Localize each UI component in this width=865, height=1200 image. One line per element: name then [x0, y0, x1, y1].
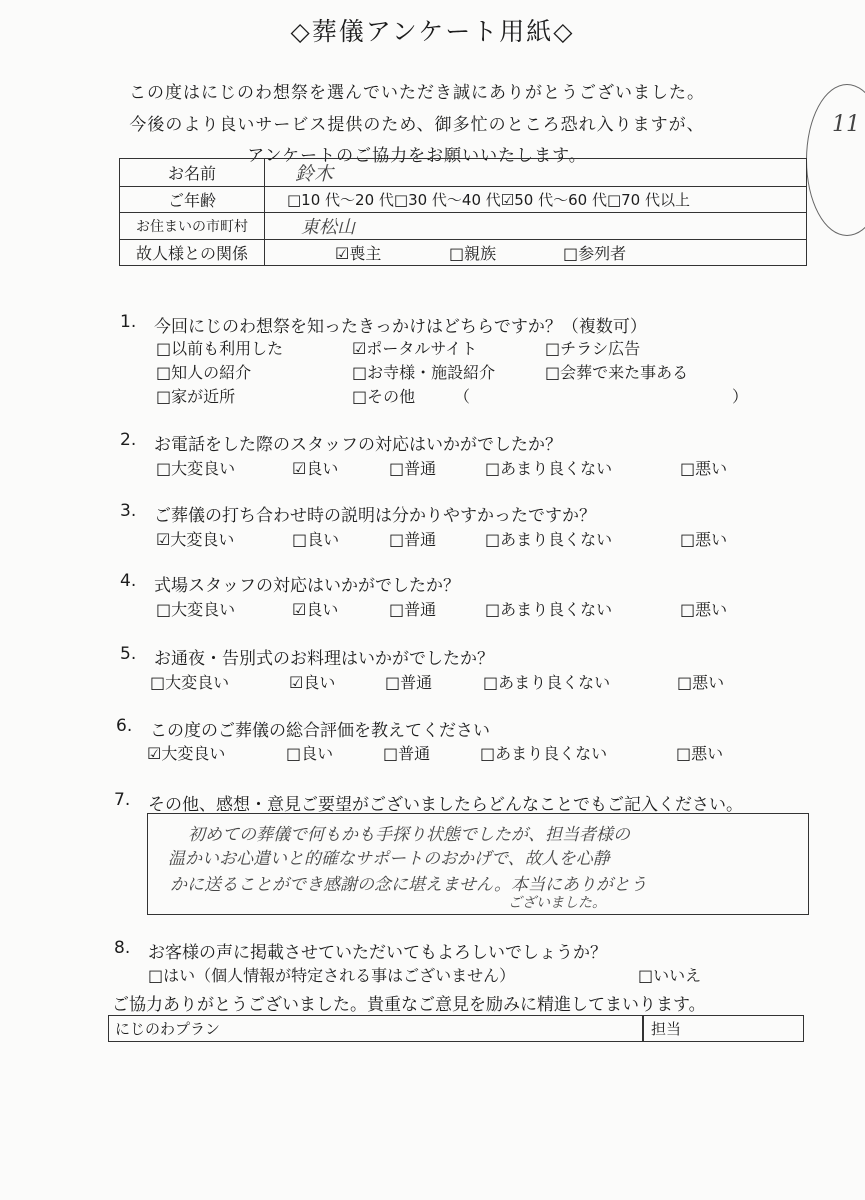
comment-line-2: 温かいお心遣いと的確なサポートのおかげで、故人を心静: [168, 849, 610, 869]
intro-line-1: この度はにじのわ想祭を選んでいただき誠にありがとうございました。: [129, 83, 705, 103]
q3-option-average[interactable]: □普通: [389, 530, 437, 549]
address-field[interactable]: [265, 213, 807, 240]
q4-option-very-good[interactable]: □大変良い: [156, 600, 236, 619]
q1-option-portal-site[interactable]: ☑ポータルサイト: [352, 339, 478, 358]
q4-number: 4.: [120, 571, 137, 591]
q5-text: お通夜・告別式のお料理はいかがでしたか？: [154, 649, 494, 669]
q3-number: 3.: [120, 501, 137, 521]
relation-label: 故人様との関係: [120, 240, 265, 266]
q2-option-bad[interactable]: □悪い: [680, 459, 728, 478]
comment-line-1: 初めての葬儀で何もかも手探り状態でしたが、担当者様の: [188, 825, 630, 845]
q1-other-open-paren: （: [454, 387, 471, 406]
age-option-70-plus[interactable]: □70 代以上: [606, 191, 690, 209]
q1-number: 1.: [120, 312, 137, 332]
name-row: [120, 159, 807, 187]
q5-option-bad[interactable]: □悪い: [677, 673, 725, 692]
age-row: [120, 187, 807, 213]
corner-mark-text: 11: [832, 112, 860, 137]
age-label: ご年齢: [120, 187, 265, 213]
q8-text: お客様の声に掲載させていただいてもよろしいでしょうか？: [148, 943, 607, 963]
q1-option-other[interactable]: □その他: [352, 387, 416, 406]
name-value: 鈴木: [295, 163, 334, 185]
q2-number: 2.: [120, 430, 137, 450]
q4-option-good[interactable]: ☑良い: [292, 600, 339, 619]
q2-option-average[interactable]: □普通: [389, 459, 437, 478]
q6-option-bad[interactable]: □悪い: [676, 744, 724, 763]
q5-number: 5.: [120, 644, 137, 664]
footer-box: [108, 1015, 804, 1042]
q3-option-bad[interactable]: □悪い: [680, 530, 728, 549]
q8-number: 8.: [114, 938, 131, 958]
name-field[interactable]: [265, 159, 807, 187]
address-label: お住まいの市町村: [120, 213, 265, 240]
footer-divider: [642, 1016, 644, 1041]
age-option-10-20[interactable]: □10 代～20 代: [287, 191, 394, 209]
q6-option-good[interactable]: □良い: [286, 744, 334, 763]
q4-option-average[interactable]: □普通: [389, 600, 437, 619]
q2-text: お電話をした際のスタッフの対応はいかがでしたか？: [154, 435, 562, 455]
relation-options: [265, 240, 807, 266]
age-option-50-60[interactable]: ☑50 代～60 代: [500, 191, 607, 209]
q5-option-good[interactable]: ☑良い: [289, 673, 336, 692]
age-options: [265, 187, 807, 213]
q2-option-very-good[interactable]: □大変良い: [156, 459, 236, 478]
q1-option-flyer[interactable]: □チラシ広告: [545, 339, 641, 358]
comment-line-4: ございました。: [508, 895, 606, 911]
address-value: 東松山: [301, 217, 355, 238]
q1-other-close-paren: ）: [732, 387, 749, 406]
respondent-info-table: [119, 158, 807, 266]
relation-option-attendee[interactable]: □参列者: [563, 244, 627, 263]
q6-option-average[interactable]: □普通: [383, 744, 431, 763]
comment-line-3: かに送ることができ感謝の念に堪えません。本当にありがとう: [170, 875, 648, 895]
q3-option-not-good[interactable]: □あまり良くない: [485, 530, 613, 549]
q1-option-attended-before[interactable]: □会葬で来た事ある: [545, 363, 689, 382]
q4-text: 式場スタッフの対応はいかがでしたか？: [154, 576, 460, 596]
relation-option-chief-mourner[interactable]: ☑喪主: [335, 244, 382, 263]
q5-option-very-good[interactable]: □大変良い: [150, 673, 230, 692]
q5-option-average[interactable]: □普通: [385, 673, 433, 692]
q6-text: この度のご葬儀の総合評価を教えてください: [150, 721, 490, 741]
q1-option-acquaintance[interactable]: □知人の紹介: [156, 363, 252, 382]
q1-option-temple-referral[interactable]: □お寺様・施設紹介: [352, 363, 496, 382]
q3-text: ご葬儀の打ち合わせ時の説明は分かりやすかったですか？: [154, 506, 596, 526]
footer-staff-label: 担当: [651, 1020, 682, 1038]
q7-number: 7.: [114, 790, 131, 810]
q8-option-no[interactable]: □いいえ: [638, 966, 702, 985]
q3-option-good[interactable]: □良い: [292, 530, 340, 549]
q4-option-bad[interactable]: □悪い: [680, 600, 728, 619]
q8-option-yes[interactable]: □はい（個人情報が特定される事はございません）: [148, 966, 516, 985]
q3-option-very-good[interactable]: ☑大変良い: [156, 530, 235, 549]
name-label: お名前: [120, 159, 265, 187]
q2-option-not-good[interactable]: □あまり良くない: [485, 459, 613, 478]
comment-box[interactable]: [147, 813, 809, 915]
q1-option-nearby[interactable]: □家が近所: [156, 387, 236, 406]
footer-plan-label: にじのわプラン: [115, 1020, 221, 1038]
q6-number: 6.: [116, 716, 133, 736]
relation-option-relative[interactable]: □親族: [449, 244, 497, 263]
closing-message: ご協力ありがとうございました。貴重なご意見を励みに精進してまいります。: [112, 995, 706, 1015]
q1-option-used-before[interactable]: □以前も利用した: [156, 339, 284, 358]
q5-option-not-good[interactable]: □あまり良くない: [483, 673, 611, 692]
q7-text: その他、感想・意見ご要望がございましたらどんなことでもご記入ください。: [148, 795, 743, 815]
relation-row: [120, 240, 807, 266]
corner-circle-mark: [806, 84, 865, 236]
q4-option-not-good[interactable]: □あまり良くない: [485, 600, 613, 619]
q2-option-good[interactable]: ☑良い: [292, 459, 339, 478]
q6-option-not-good[interactable]: □あまり良くない: [480, 744, 608, 763]
intro-line-2: 今後のより良いサービス提供のため、御多忙のところ恐れ入りますが、: [129, 115, 705, 135]
address-row: [120, 213, 807, 240]
q1-text: 今回にじのわ想祭を知ったきっかけはどちらですか？（複数可）: [154, 317, 647, 337]
survey-title: ◇葬儀アンケート用紙◇: [290, 17, 575, 46]
age-option-30-40[interactable]: □30 代～40 代: [393, 191, 501, 209]
intro-line-3: アンケートのご協力をお願いいたします。: [247, 146, 587, 166]
q6-option-very-good[interactable]: ☑大変良い: [147, 744, 226, 763]
